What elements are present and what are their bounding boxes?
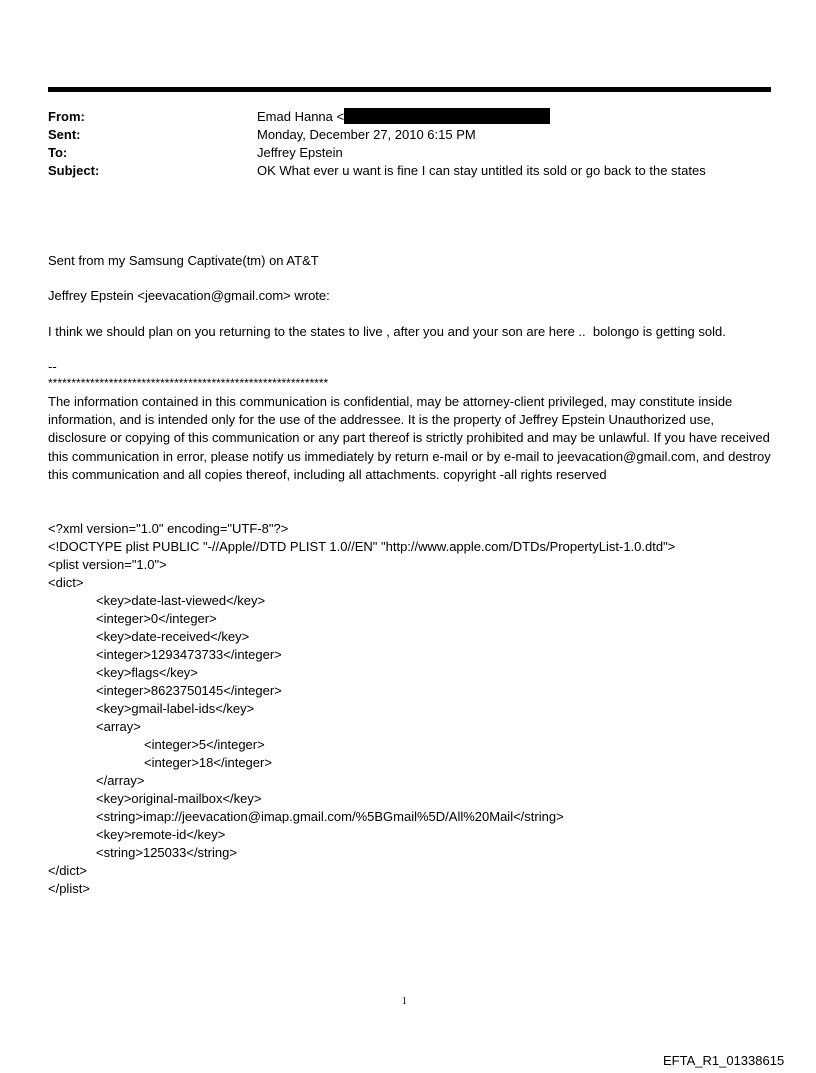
signature-stars: ************************************************************	[48, 376, 329, 390]
plist-line: <plist version="1.0">	[48, 557, 167, 572]
plist-line: <key>original-mailbox</key>	[96, 791, 262, 806]
confidentiality-disclaimer: The information contained in this communication is confidential, may be attorney-client privileged, may constitute inside information, and is intended only for the use of the addressee. It is the property of Jeffrey Epstein Unauthorized use, disclosure or copying of this communication or any part thereof is strictly prohibited and may be unlawful. If you have received this communication in error, please notify us immediately by return e-mail or by e-mail to jeevacation@gmail.com, and destroy this communication and all copies thereof, including all attachments. copyright -all rights reserved	[48, 394, 771, 482]
to-label: To:	[48, 145, 68, 160]
plist-line: <!DOCTYPE plist PUBLIC "-//Apple//DTD PLIST 1.0//EN" "http://www.apple.com/DTDs/PropertyList-1.0.dtd">	[48, 539, 676, 554]
plist-line: <integer>8623750145</integer>	[96, 683, 282, 698]
page-number: 1	[402, 996, 407, 1007]
plist-line: <key>gmail-label-ids</key>	[96, 701, 255, 716]
from-value	[257, 108, 550, 126]
plist-line: <integer>18</integer>	[144, 755, 272, 770]
from-sender: Emad Hanna <	[257, 109, 345, 124]
subject-value: OK What ever u want is fine I can stay untitled its sold or go back to the states	[257, 163, 706, 178]
sent-value: Monday, December 27, 2010 6:15 PM	[257, 127, 476, 142]
quote-intro-line: Jeffrey Epstein <jeevacation@gmail.com> wrote:	[48, 288, 330, 303]
plist-line: <key>remote-id</key>	[96, 827, 226, 842]
plist-line: <key>date-received</key>	[96, 629, 250, 644]
document-id: EFTA_R1_01338615	[663, 1053, 785, 1068]
plist-line: </dict>	[48, 863, 88, 878]
plist-line: <dict>	[48, 575, 84, 590]
plist-line: <integer>0</integer>	[96, 611, 217, 626]
plist-line: <integer>5</integer>	[144, 737, 265, 752]
header-divider-rule	[48, 87, 771, 92]
plist-line: <integer>1293473733</integer>	[96, 647, 282, 662]
signature-dash: --	[48, 359, 57, 374]
plist-line: <string>125033</string>	[96, 845, 237, 860]
plist-line: </plist>	[48, 881, 90, 896]
redaction-bar	[344, 108, 550, 124]
quoted-message: I think we should plan on you returning to the states to live , after you and your son are here .. bolongo is getting sold.	[48, 324, 726, 339]
to-value: Jeffrey Epstein	[257, 145, 343, 160]
plist-line: <string>imap://jeevacation@imap.gmail.com/%5BGmail%5D/All%20Mail</string>	[96, 809, 564, 824]
plist-line: </array>	[96, 773, 145, 788]
plist-line: <key>date-last-viewed</key>	[96, 593, 266, 608]
plist-line: <?xml version="1.0" encoding="UTF-8"?>	[48, 521, 289, 536]
sent-label: Sent:	[48, 127, 81, 142]
plist-line: <array>	[96, 719, 141, 734]
subject-label: Subject:	[48, 163, 100, 178]
sent-from-line: Sent from my Samsung Captivate(tm) on AT&T	[48, 253, 319, 268]
from-label: From:	[48, 109, 85, 124]
plist-line: <key>flags</key>	[96, 665, 198, 680]
